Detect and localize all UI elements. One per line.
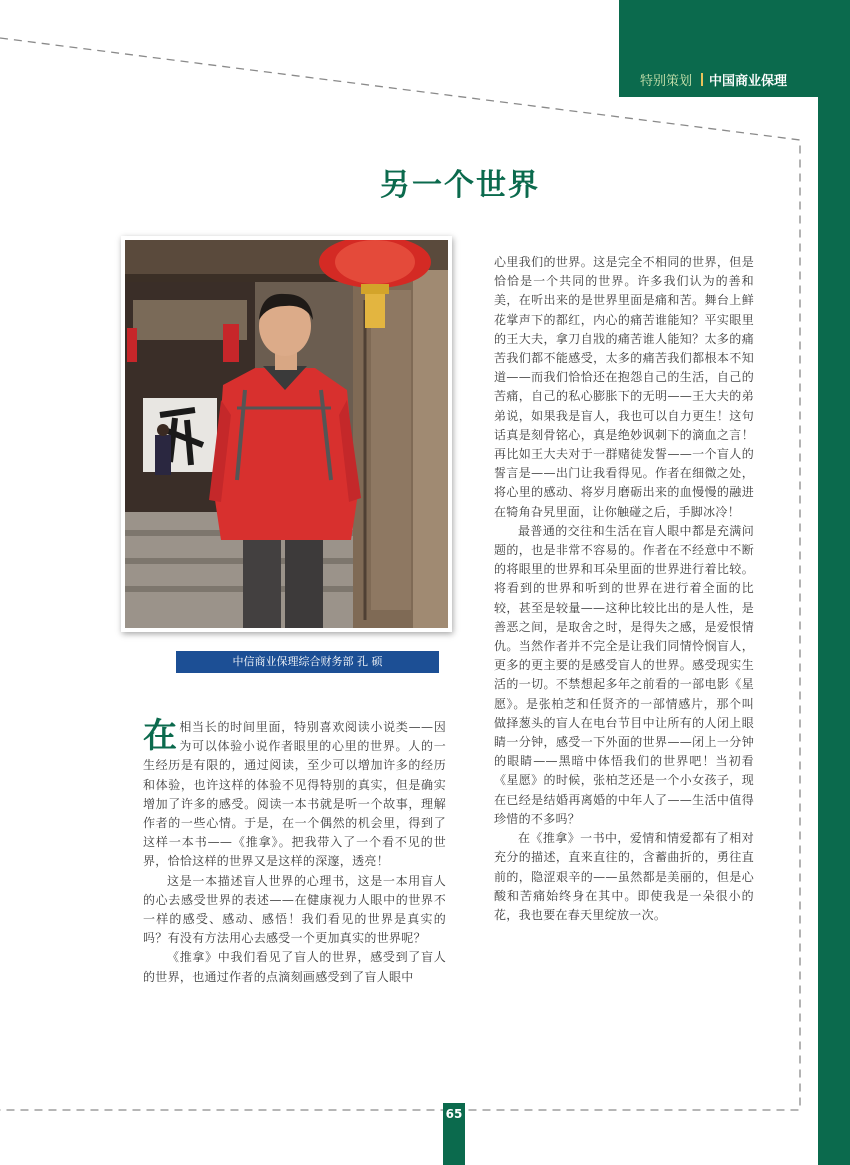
paragraph-6: 在《推拿》一书中，爱情和情爱都有了相对充分的描述，直来直往的，含蓄曲折的，勇往直前的，隐涩艰辛的——虽然都是美丽的，但是心酸和苦痛始终身在其中。即使我是一朵很小的花，我也要在春天里绽放一次。 [494, 831, 754, 922]
paragraph-5: 最普通的交往和生活在盲人眼中都是充满问题的，也是非常不容易的。作者在不经意中不断的将眼里的世界和耳朵里面的世界进行着比较。将看到的世界和听到的世界在进行着全面的比较，甚至是较量——这种比较比出的是人性，是善恶之间，是取舍之时，是得失之感，是爱恨情仇。当然作者并不完全是让我们同情怜悯盲人，更多的更主要的是感受盲人的世界。感受现实生活的一切。不禁想起多年之前看的一部电影《星愿》。是张柏芝和任贤齐的一部情感片，那个叫做择葱头的盲人在电台节目中让所有的人闭上眼睛一分钟，感受一下外面的世界——闭上一分钟的眼睛——黑暗中体悟我们的世界吧！当初看《星愿》的时候，张柏芝还是一个小女孩子，现在已经是结婚再离婚的中年人了——生活中值得珍惜的不多吗？ [494, 523, 754, 826]
photo-illustration [125, 240, 448, 628]
header-section: 特别策划 [640, 73, 693, 89]
paragraph-4: 心里我们的世界。这是完全不相同的世界，但是恰恰是一个共同的世界。许多我们认为的善和美，在听出来的是世界里面是痛和苦。舞台上鲜花掌声下的都红，内心的痛苦谁能知？平实眼里的王大夫，拿刀自戕的痛苦谁人能知？太多的痛苦我们都不能感受，太多的痛苦我们都根本不知道——而我们恰恰还在抱怨自己的生活，自己的苦痛，自己的私心膨胀下的无明——王大夫的弟弟说，如果我是盲人，我也可以自力更生！这句话真是刻骨铭心，真是绝妙讽刺下的滴血之言！再比如王大夫对于一群赌徒发誓——一个盲人的誓言是——出门让我看得见。作者在细微之处，将心里的感动、将岁月磨砺出来的血慢慢的融进在犄角旮旯里面，让你触碰之后，手脚冰冷！ [494, 255, 754, 519]
page-number: 65 [443, 1103, 465, 1165]
paragraph-1-text: 相当长的时间里面，特别喜欢阅读小说类——因为可以体验小说作者眼里的心里的世界。人的一生经历是有限的，通过阅读，至少可以增加许多的经历和体验，也许这样的体验不见得特别的真实，但是确实增加了许多的感受。阅读一本书就是听一个故事，理解作者的一些心情。于是，在一个偶然的机会里，得到了这样一本书——《推拿》。把我带入了一个看不见的世界，恰恰这样的世界又是这样的深邃，透亮！ [143, 720, 446, 869]
photo-caption: 中信商业保理综合财务部 孔 硕 [176, 651, 439, 673]
paragraph-1 [143, 718, 446, 872]
header-topic: 中国商业保理 [709, 73, 788, 89]
author-photo [121, 236, 452, 632]
drop-cap: 在 [143, 716, 178, 756]
paragraph-2: 这是一本描述盲人世界的心理书，这是一本用盲人的心去感受世界的表述——在健康视力人眼中的世界不一样的感受、感动、感悟！我们看见的世界是真实的吗？有没有方法用心去感受一个更加真实的世界呢？ [143, 873, 446, 946]
paragraph-3: 《推拿》中我们看见了盲人的世界，感受到了盲人的世界，也通过作者的点滴刻画感受到了盲人眼中 [143, 950, 446, 984]
article-title: 另一个世界 [380, 168, 540, 203]
article-column-left [143, 718, 446, 987]
article-column-right [494, 253, 754, 925]
